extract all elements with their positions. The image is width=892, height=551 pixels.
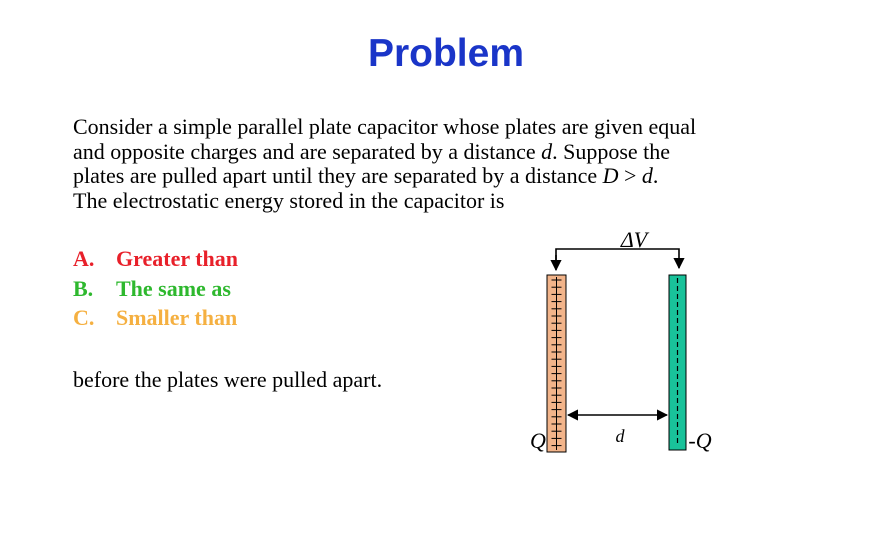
option-letter: A. bbox=[73, 246, 95, 271]
option-text: The same as bbox=[116, 276, 231, 301]
voltage-wire bbox=[556, 249, 679, 268]
problem-line-4: The electrostatic energy stored in the capacitor is bbox=[73, 187, 505, 213]
option-letter: C. bbox=[73, 305, 95, 330]
right-charge-label: -Q bbox=[688, 428, 712, 453]
problem-line-2: and opposite charges and are separated by a distance d. Suppose the bbox=[73, 138, 671, 164]
closing-statement: before the plates were pulled apart. bbox=[73, 367, 383, 392]
problem-line-1: Consider a simple parallel plate capacitor whose plates are given equal bbox=[73, 114, 697, 139]
symbol-d: d bbox=[541, 138, 553, 164]
option-text: Smaller than bbox=[116, 305, 238, 330]
symbol-d: d bbox=[641, 163, 653, 188]
symbol-D: D bbox=[602, 163, 619, 188]
left-charge-label: Q bbox=[530, 428, 546, 453]
option-letter: B. bbox=[73, 276, 94, 301]
voltage-label: ΔV bbox=[620, 227, 648, 252]
separation-label: d bbox=[615, 426, 625, 446]
problem-line-3: plates are pulled apart until they are separated by a distance D > d. bbox=[73, 163, 659, 188]
page-title: Problem bbox=[367, 32, 525, 75]
option-text: Greater than bbox=[116, 246, 238, 271]
